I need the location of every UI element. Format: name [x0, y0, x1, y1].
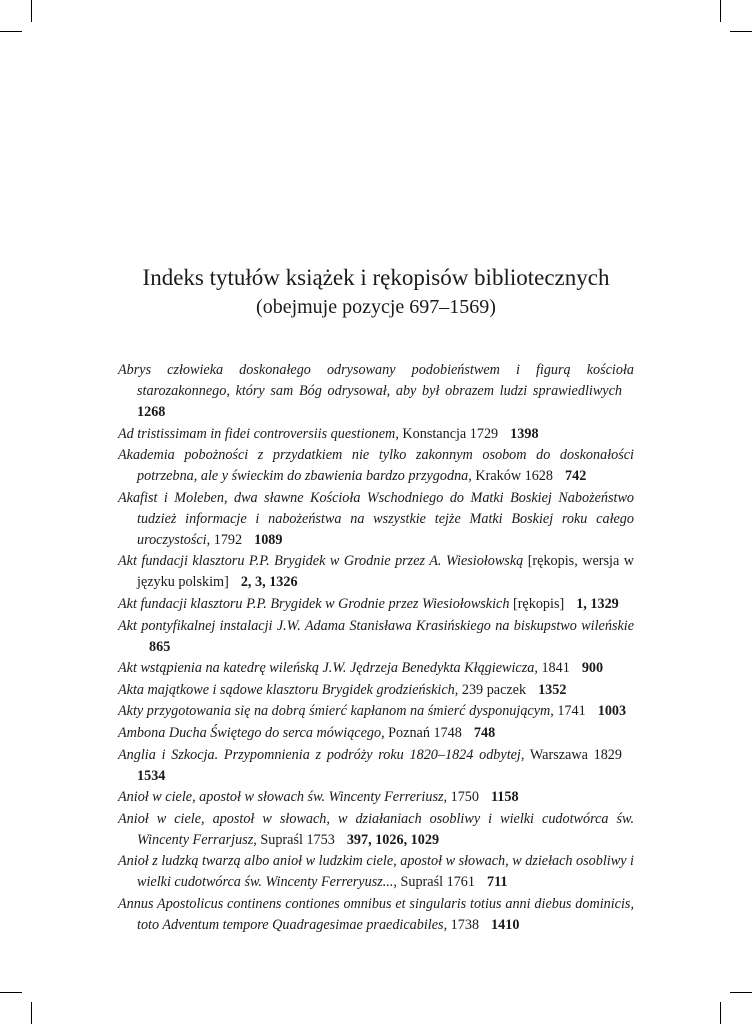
entry-details: [rękopis]	[509, 595, 565, 612]
entry-title: Akt fundacji klasztoru P.P. Brygidek w Grodnie przez Wiesiołowskich	[118, 595, 510, 612]
entry-title: Ad tristissimam in fidei controversiis questionem	[118, 425, 396, 442]
index-entry	[118, 787, 634, 808]
entry-title: Ambona Ducha Świętego do serca mówiącego	[118, 724, 382, 741]
entry-references: 1268	[137, 404, 166, 420]
index-entry	[118, 594, 634, 615]
crop-mark	[0, 992, 22, 993]
entry-references: 397, 1026, 1029	[346, 831, 440, 848]
index-entry	[118, 616, 634, 658]
entry-details: , 1741	[550, 703, 586, 720]
entry-title: Akademia pobożności z przydatkiem nie tylko zakonnym osobom do doskonałości potrzebna, ale y świeckim do zbawienia bardzo przygodna	[118, 447, 634, 485]
entry-details: , 239 paczek	[454, 681, 527, 698]
entry-references: 2, 3, 1326	[240, 574, 298, 591]
entry-title: Akt wstąpienia na katedrę wileńską J.W. Jędrzeja Benedykta Kłągiewicza	[118, 660, 535, 677]
entry-references: 1534	[137, 767, 166, 784]
entry-details: , Supraśl 1761	[393, 874, 475, 891]
entry-references: 900	[581, 660, 604, 677]
index-entry	[118, 445, 634, 487]
entry-details: , Poznań 1748	[381, 724, 462, 741]
index-entry	[118, 488, 634, 551]
entry-references: 1352	[538, 681, 567, 698]
crop-mark	[0, 31, 22, 32]
entry-details: [rękopis, wersja w języku polskim]	[137, 553, 635, 591]
index-entry	[118, 658, 634, 679]
index-entry	[118, 701, 634, 722]
entry-title: Akt pontyfikalnej instalacji J.W. Adama Stanisława Krasińskiego na biskupstwo wileńskie	[118, 617, 634, 634]
entry-details: , 1738	[443, 916, 480, 933]
entry-references: 1158	[490, 789, 519, 806]
entry-references: 1410	[491, 916, 520, 933]
entry-references: 1398	[510, 425, 539, 442]
entry-references: 1003	[597, 703, 627, 720]
entry-title: Akta majątkowe i sądowe klasztoru Brygidek grodzieńskich	[118, 681, 455, 698]
entry-details: , 1750	[443, 789, 479, 806]
entry-title: Anioł z ludzką twarzą albo anioł w ludzkim ciele, apostoł w słowach, w dziełach osobliwy i wielki cudotwórca św. Wincenty Ferreryusz...	[118, 853, 634, 891]
entry-title: Akafist i Moleben, dwa sławne Kościoła Wschodniego do Matki Boskiej Nabożeństwo tudzież informacje i nabożeństwa na wszystkie tejże Matki Boskiej roku całego uroczystości	[118, 489, 634, 548]
crop-mark	[720, 1002, 721, 1024]
index-list	[118, 360, 634, 937]
crop-mark	[730, 31, 752, 32]
index-entry	[118, 809, 634, 851]
entry-details: , 1841	[534, 660, 570, 677]
page-title: Indeks tytułów książek i rękopisów bibliotecznych	[142, 265, 610, 290]
index-entry	[118, 894, 634, 936]
entry-references: 1, 1329	[576, 595, 619, 612]
index-entry	[118, 723, 634, 744]
index-entry	[118, 551, 634, 593]
entry-references: 865	[149, 638, 171, 655]
entry-references: 711	[486, 874, 508, 891]
index-entry	[118, 360, 634, 423]
crop-mark	[720, 0, 721, 22]
entry-title: Anglia i Szkocja. Przypomnienia z podróży roku 1820–1824 odbytej	[118, 746, 521, 763]
entry-references: 742	[565, 468, 587, 485]
crop-mark	[31, 0, 32, 22]
entry-references: 748	[473, 724, 496, 741]
index-entry	[118, 424, 634, 445]
entry-title: Anioł w ciele, apostoł w słowach św. Wincenty Ferreriusz	[118, 789, 444, 806]
entry-title: Anioł w ciele, apostoł w słowach, w działaniach osobliwy i wielki cudotwórca św. Wincenty Ferrarjusz	[118, 810, 634, 848]
entry-title: Abrys człowieka doskonałego odrysowany podobieństwem i figurą kościoła starozakonnego, który sam Bóg odrysował, aby był obrazem ludzi sprawiedliwych	[118, 362, 634, 399]
entry-details: , Kraków 1628	[468, 468, 553, 485]
crop-mark	[31, 1002, 32, 1024]
index-entry	[118, 745, 634, 787]
entry-title: Akty przygotowania się na dobrą śmierć kapłanom na śmierć dysponującym	[118, 703, 551, 720]
entry-details: , 1792	[206, 531, 243, 548]
entry-details: , Supraśl 1753	[253, 831, 335, 848]
index-entry	[118, 851, 634, 893]
entry-references: 1089	[254, 531, 283, 548]
entry-details: , Warszawa 1829	[520, 746, 622, 763]
index-entry	[118, 680, 634, 701]
entry-title: Annus Apostolicus continens contiones omnibus et singularis totius anni diebus dominicis, toto Adventum tempore Quadragesimae praedicabiles	[118, 895, 634, 933]
entry-details: , Konstancja 1729	[395, 425, 499, 442]
entry-title: Akt fundacji klasztoru P.P. Brygidek w Grodnie przez A. Wiesiołowską	[118, 553, 524, 570]
crop-mark	[730, 992, 752, 993]
page-subtitle: (obejmuje pozycje 697–1569)	[256, 296, 496, 318]
